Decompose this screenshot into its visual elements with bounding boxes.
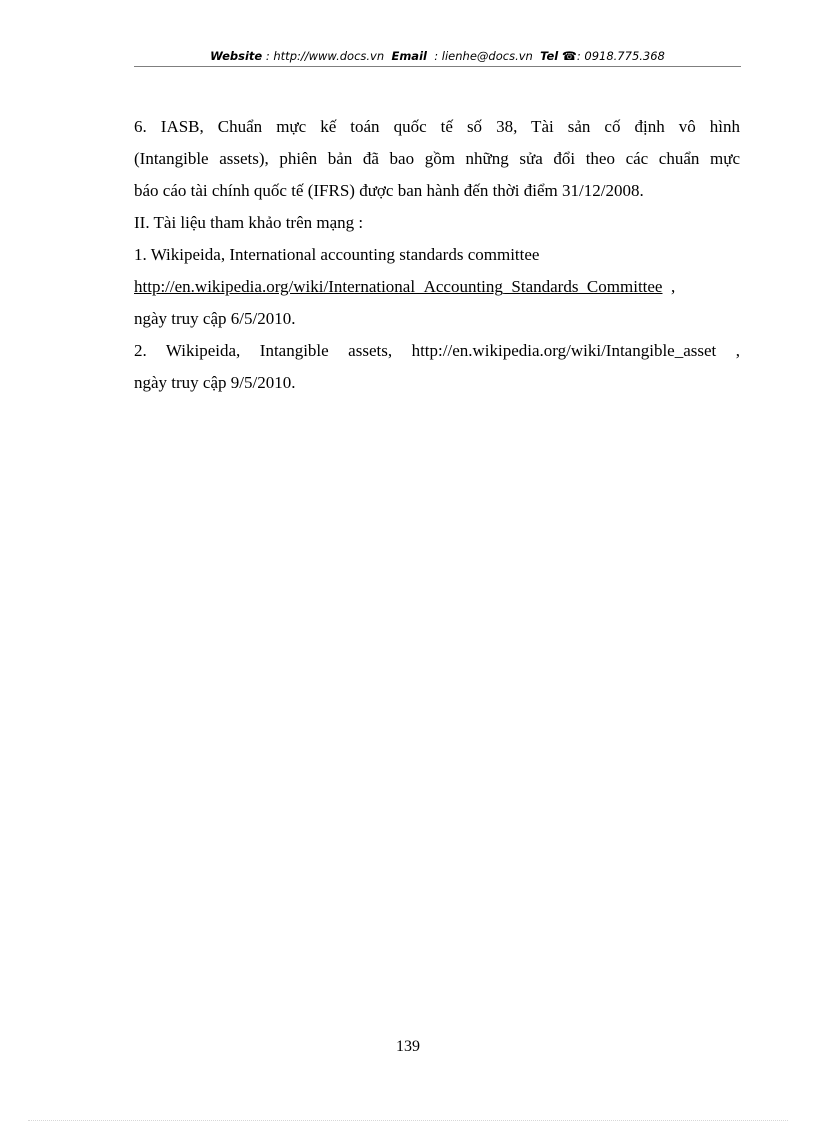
page-header [134,46,741,66]
web-reference-1-link-tail: , [670,277,676,296]
web-reference-1-link-line [134,271,740,303]
tel-label: Tel [540,49,559,63]
header-divider [134,66,741,67]
web-reference-1-title: 1. Wikipeida, International accounting standards committee [134,245,540,264]
web-reference-1-link[interactable]: http://en.wikipedia.org/wiki/International_Accounting_Standards_Committee [134,277,663,296]
web-reference-1 [134,239,740,335]
reference-item-6-line-3: báo cáo tài chính quốc tế (IFRS) được ban hành đến thời điểm 31/12/2008. [134,181,644,200]
page-number: 139 [396,1038,420,1055]
email-label: Email [391,49,427,63]
tel-value: : 0918.775.368 [576,49,665,63]
reference-item-6 [134,111,740,207]
website-label: Website [210,49,263,63]
email-value: : lienhe@docs.vn [434,49,533,63]
web-reference-2-line-1: 2. Wikipeida, Intangible assets, http://en.wikipedia.org/wiki/Intangible_asset , [134,341,740,360]
reference-item-6-line-1: 6. IASB, Chuẩn mực kế toán quốc tế số 38, Tài sản cố định vô hình [134,117,740,136]
website-value: : http://www.docs.vn [265,49,385,63]
references-body [134,111,740,399]
reference-item-6-line-2: (Intangible assets), phiên bản đã bao gồm những sửa đổi theo các chuẩn mực [134,149,740,168]
web-reference-2 [134,335,740,399]
phone-icon: ☎ [561,49,577,63]
page-bottom-divider [28,1120,788,1121]
web-reference-2-accessed: ngày truy cập 9/5/2010. [134,373,296,392]
web-reference-1-accessed: ngày truy cập 6/5/2010. [134,309,296,328]
section-2-title: II. Tài liệu tham khảo trên mạng : [134,213,364,232]
